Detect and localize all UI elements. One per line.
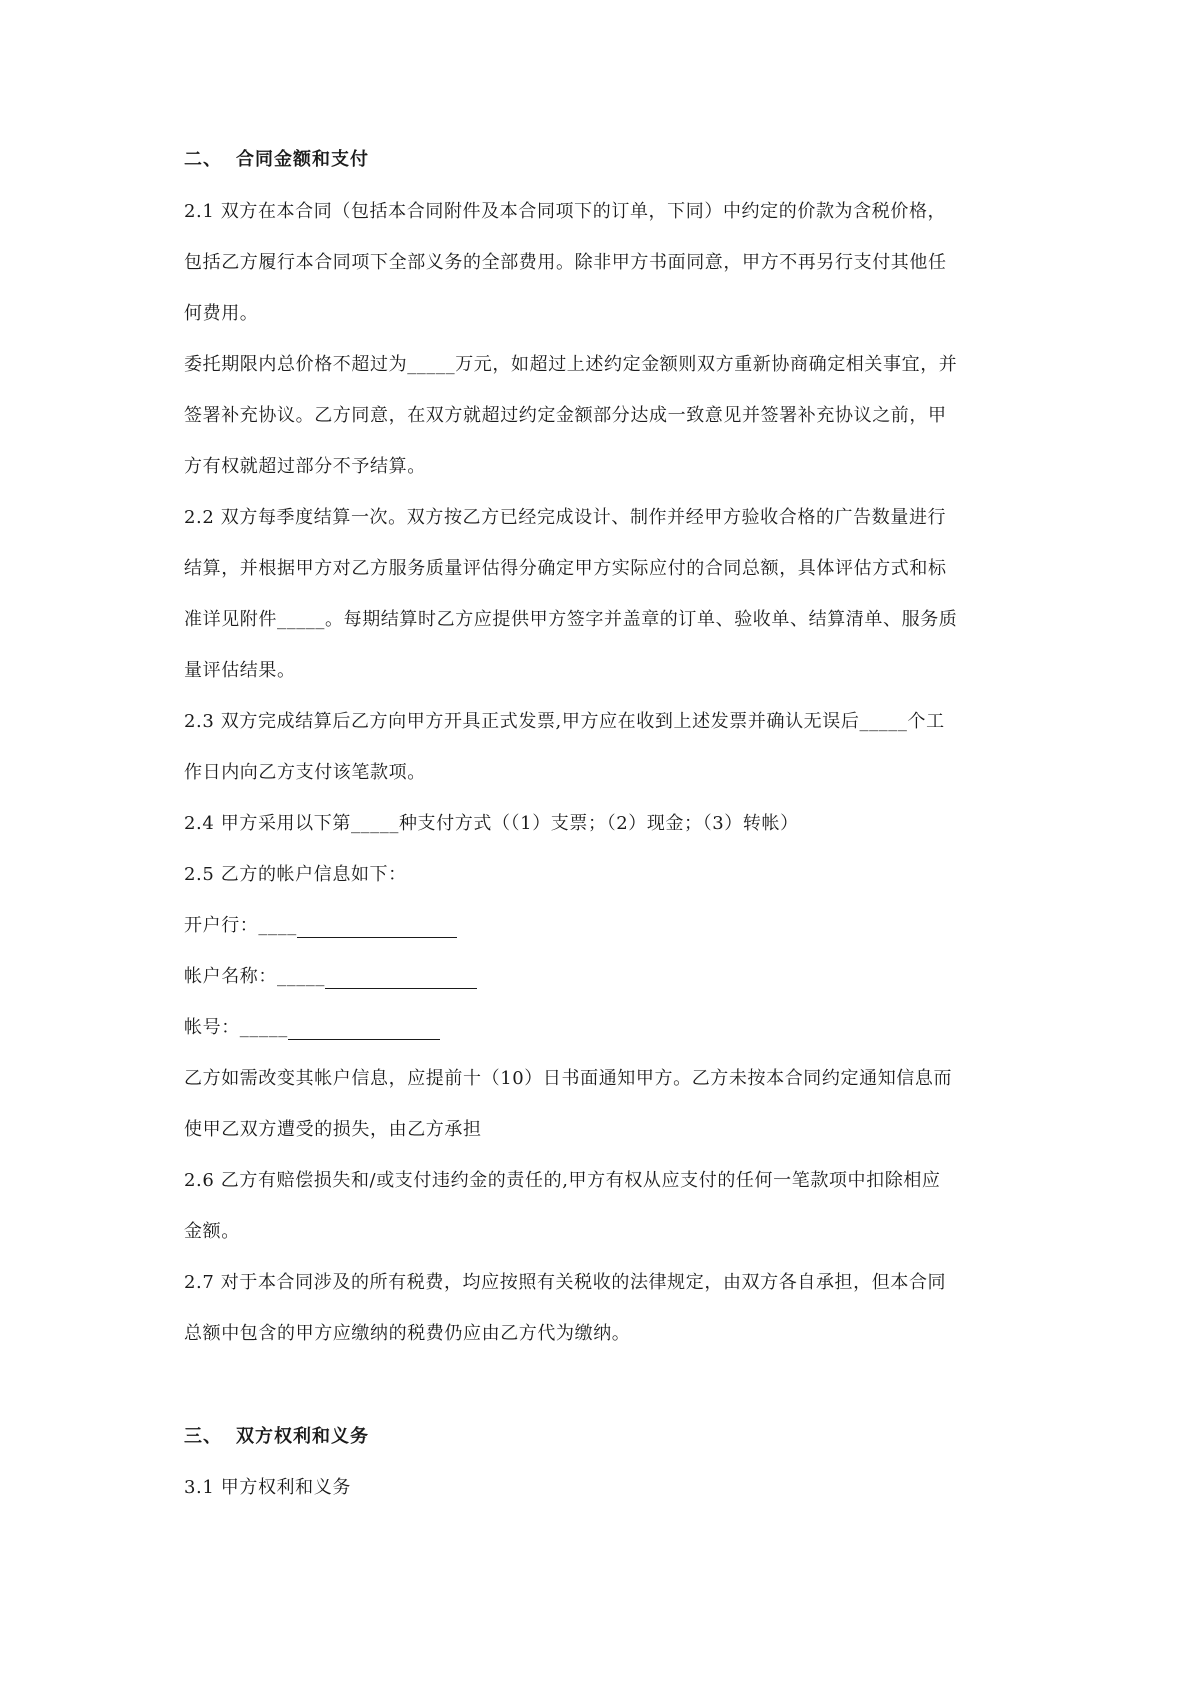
section-2-number: 二、 [184, 149, 222, 170]
paragraph-line: 使甲乙双方遭受的损失，由乙方承担 [184, 1119, 482, 1140]
account-number-field [184, 1016, 1034, 1040]
bank-name-label: 开户行：____ [184, 915, 297, 936]
account-name-field [184, 965, 1034, 989]
paragraph-line: 签署补充协议。乙方同意，在双方就超过约定金额部分达成一致意见并签署补充协议之前，甲 [184, 405, 947, 426]
paragraph-line: 方有权就超过部分不予结算。 [184, 456, 426, 477]
paragraph-line: 量评估结果。 [184, 660, 296, 681]
paragraph-line: 何费用。 [184, 303, 259, 324]
paragraph-line: 2.1 双方在本合同（包括本合同附件及本合同项下的订单，下同）中约定的价款为含税价格， [184, 201, 947, 222]
paragraph-line: 2.6 乙方有赔偿损失和/或支付违约金的责任的,甲方有权从应支付的任何一笔款项中扣除相应 [184, 1170, 941, 1191]
section-2-title: 合同金额和支付 [236, 149, 369, 170]
paragraph-line: 2.4 甲方采用以下第_____种支付方式（（1）支票；（2）现金；（3）转帐） [184, 813, 799, 834]
paragraph-line: 金额。 [184, 1221, 240, 1242]
paragraph-line: 2.3 双方完成结算后乙方向甲方开具正式发票,甲方应在收到上述发票并确认无误后_____个工 [184, 711, 945, 732]
section-3-number: 三、 [184, 1426, 222, 1447]
paragraph-line: 包括乙方履行本合同项下全部义务的全部费用。除非甲方书面同意，甲方不再另行支付其他任 [184, 252, 947, 273]
paragraph-line: 作日内向乙方支付该笔款项。 [184, 762, 426, 783]
account-number-blank [288, 1021, 440, 1040]
section-2-heading [184, 148, 1034, 172]
paragraph-line: 准详见附件_____。每期结算时乙方应提供甲方签字并盖章的订单、验收单、结算清单、服务质 [184, 609, 958, 630]
paragraph-line: 2.2 双方每季度结算一次。双方按乙方已经完成设计、制作并经甲方验收合格的广告数量进行 [184, 507, 947, 528]
section-3-heading [184, 1425, 1034, 1449]
paragraph-line: 结算，并根据甲方对乙方服务质量评估得分确定甲方实际应付的合同总额，具体评估方式和标 [184, 558, 947, 579]
paragraph-line: 委托期限内总价格不超过为_____万元，如超过上述约定金额则双方重新协商确定相关事宜，并 [184, 354, 958, 375]
bank-name-field [184, 914, 1034, 938]
paragraph-line: 2.5 乙方的帐户信息如下： [184, 864, 407, 885]
bank-name-blank [297, 919, 457, 938]
account-number-label: 帐号：_____ [184, 1017, 288, 1038]
paragraph-line: 总额中包含的甲方应缴纳的税费仍应由乙方代为缴纳。 [184, 1323, 631, 1344]
section-3-title: 双方权利和义务 [236, 1426, 369, 1447]
paragraph-line: 3.1 甲方权利和义务 [184, 1477, 351, 1498]
account-name-blank [325, 970, 477, 989]
account-name-label: 帐户名称：_____ [184, 966, 325, 987]
paragraph-line: 2.7 对于本合同涉及的所有税费，均应按照有关税收的法律规定，由双方各自承担，但本合同 [184, 1272, 947, 1293]
paragraph-line: 乙方如需改变其帐户信息，应提前十（10）日书面通知甲方。乙方未按本合同约定通知信息而 [184, 1068, 953, 1089]
